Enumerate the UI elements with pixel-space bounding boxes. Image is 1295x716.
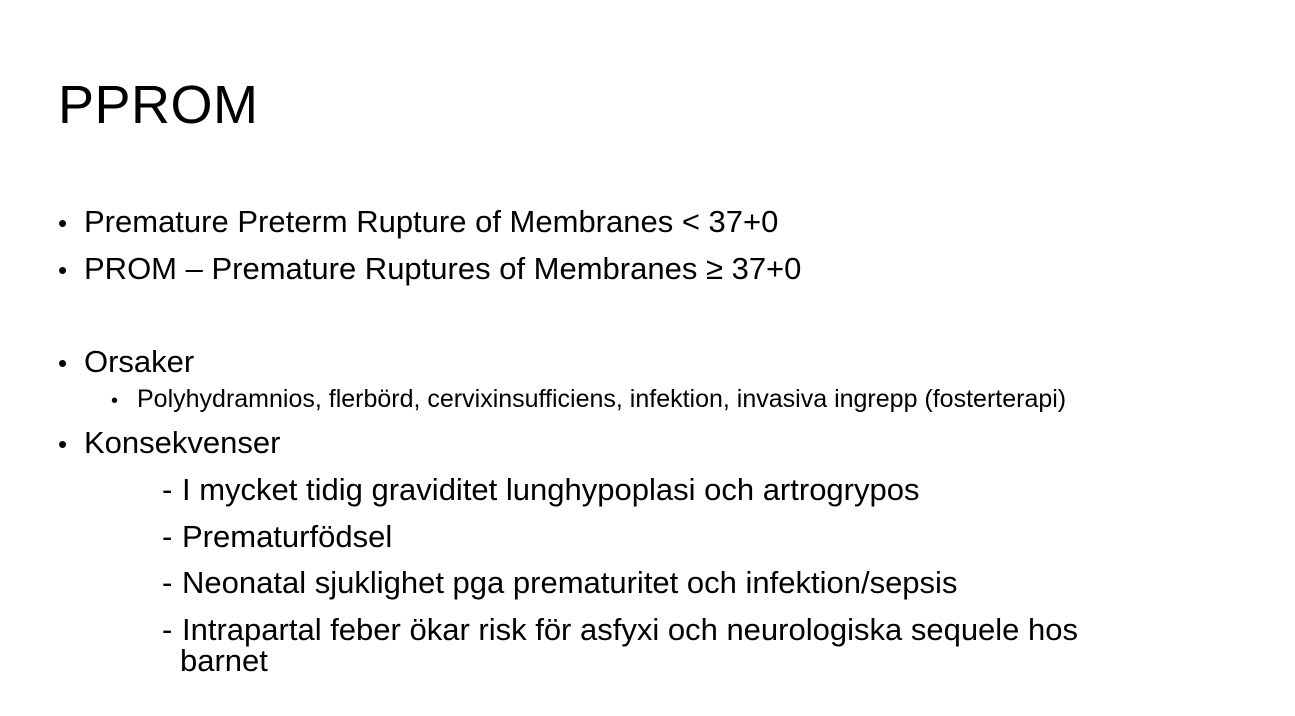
bullet-text: Orsaker [84, 344, 195, 379]
bullet-symbol: • [58, 348, 68, 378]
dash-symbol: - [162, 472, 173, 507]
dash-list-item [162, 474, 1242, 505]
bullet-symbol: • [58, 255, 68, 285]
bullet-text: PROM – Premature Ruptures of Membranes ≥ 37+0 [84, 251, 802, 286]
bullet-symbol: • [58, 429, 68, 459]
bullet-text: Konsekvenser [84, 425, 281, 460]
dash-list-item [162, 567, 1242, 598]
bullet-item [58, 203, 778, 240]
bullet-item [58, 250, 801, 287]
dash-symbol: - [162, 519, 173, 554]
dash-item-text: I mycket tidig graviditet lunghypoplasi och artrogrypos [182, 472, 920, 507]
dash-list-item [162, 521, 1242, 552]
dash-list-item [162, 614, 1242, 676]
dash-symbol: - [162, 612, 173, 647]
dash-item-text: Intrapartal feber ökar risk för asfyxi och neurologiska sequele hos [182, 612, 1079, 647]
bullet-symbol: • [58, 208, 68, 238]
sub-bullet-symbol: • [111, 390, 119, 412]
dash-item-continuation: barnet [180, 643, 268, 678]
dash-item-text: Prematurfödsel [182, 519, 393, 554]
bullet-item [58, 424, 280, 461]
slide-title: PPROM [58, 75, 259, 135]
sub-bullet-text: Polyhydramnios, flerbörd, cervixinsufficiens, infektion, invasiva ingrepp (fosterterapi) [137, 385, 1067, 413]
dash-symbol: - [162, 565, 173, 600]
dash-item-text: Neonatal sjuklighet pga prematuritet och infektion/sepsis [182, 565, 958, 600]
sub-bullet-item [111, 384, 1066, 414]
bullet-text: Premature Preterm Rupture of Membranes < 37+0 [84, 204, 779, 239]
bullet-item [58, 343, 194, 380]
